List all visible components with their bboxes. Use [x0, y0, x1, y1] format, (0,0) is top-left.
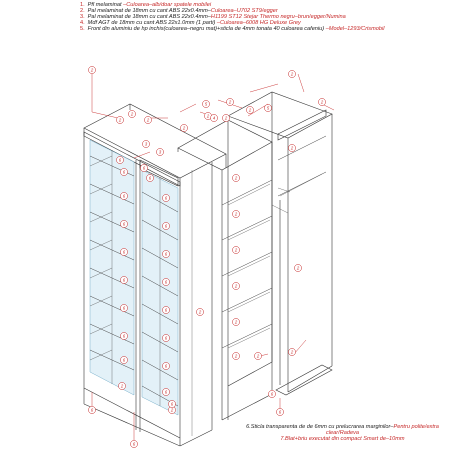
part-marker-label: 2	[228, 99, 232, 105]
note-line: 5. Front din aluminiu de hp inchis(culoarea–negru mat)+sticla de 4mm tonata 40 culoarea cafeniu) –Model–1293/Crismobil	[80, 25, 385, 32]
part-marker	[318, 98, 325, 105]
part-marker	[288, 70, 295, 77]
part-marker-label: 5	[266, 105, 270, 111]
part-marker-label: 6	[278, 409, 282, 415]
part-marker-label: 6	[164, 223, 168, 229]
part-marker	[168, 400, 175, 407]
part-marker-label: 6	[170, 401, 174, 407]
part-marker	[120, 332, 127, 339]
part-marker	[264, 104, 271, 111]
part-marker	[144, 116, 151, 123]
part-marker-label: 2	[256, 353, 260, 359]
note-line: 4. Mdf AGT de 18mm cu cant ABS 22x1.0mm (1 parti) –Culoarea–6008 HG Deluxe Grey	[80, 19, 301, 26]
part-marker-label: 2	[290, 349, 294, 355]
part-marker-label: 6	[164, 279, 168, 285]
part-marker-label: 6	[122, 333, 126, 339]
glass-cabinet	[84, 101, 226, 446]
part-marker	[288, 144, 295, 151]
shelving-top	[178, 120, 272, 170]
part-marker	[120, 276, 127, 283]
part-marker-label: 2	[296, 265, 300, 271]
part-marker-label: 2	[290, 145, 294, 151]
part-marker-label: 6	[122, 193, 126, 199]
part-marker-label: 2	[234, 319, 238, 325]
note-line: 2. Pal melaminat de 18mm cu cant ABS 22x0.4mm–Culoarea–U702 ST9/egger	[80, 7, 278, 14]
part-marker	[196, 308, 203, 315]
part-marker	[180, 124, 187, 131]
part-marker	[162, 388, 169, 395]
part-marker	[120, 304, 127, 311]
part-marker	[232, 352, 239, 359]
part-marker-label: 3	[158, 149, 162, 155]
part-marker	[162, 194, 169, 201]
part-marker-label: 6	[148, 175, 152, 181]
part-marker-label: 2	[234, 283, 238, 289]
part-marker-label: 6	[270, 391, 274, 397]
part-marker-label: 6	[90, 407, 94, 413]
part-marker	[120, 168, 127, 175]
part-marker-label: 6	[122, 221, 126, 227]
part-marker	[118, 382, 125, 389]
part-marker	[142, 140, 149, 147]
part-marker-label: 2	[290, 71, 294, 77]
part-marker-label: 2	[224, 115, 228, 121]
part-marker-label: 5	[204, 101, 208, 107]
part-marker-label: 2	[234, 211, 238, 217]
part-marker	[246, 106, 253, 113]
part-marker-label: 4	[212, 115, 216, 121]
part-marker-label: 6	[122, 249, 126, 255]
part-marker	[120, 248, 127, 255]
part-marker	[254, 352, 261, 359]
part-marker	[232, 210, 239, 217]
part-marker-label: 2	[90, 67, 94, 73]
part-marker	[232, 318, 239, 325]
part-marker-label: 2	[146, 117, 150, 123]
part-marker-label: 6	[164, 307, 168, 313]
part-marker-label: 2	[320, 99, 324, 105]
part-marker	[162, 250, 169, 257]
note-line: 6.Sticla transparenta de de 6mm cu prelucrarea marginilor–Pentru polite/extra clear/Radeva	[246, 424, 439, 436]
part-marker	[128, 110, 135, 117]
part-marker-label: 2	[234, 175, 238, 181]
part-marker-label: 6	[142, 165, 146, 171]
part-marker-label: 3	[144, 141, 148, 147]
part-marker-label: 6	[122, 357, 126, 363]
part-marker-label: 6	[118, 157, 122, 163]
part-marker	[120, 220, 127, 227]
part-marker-label: 2	[248, 107, 252, 113]
part-marker	[222, 114, 229, 121]
part-marker-label: 2	[234, 353, 238, 359]
part-marker	[140, 164, 147, 171]
part-marker	[210, 114, 217, 121]
part-marker-label: 2	[130, 111, 134, 117]
part-marker	[276, 408, 283, 415]
part-marker	[116, 116, 123, 123]
part-marker	[232, 282, 239, 289]
part-marker-label: 2	[182, 125, 186, 131]
part-marker	[162, 334, 169, 341]
right-wardrobe	[228, 92, 332, 420]
part-marker-label: 2	[118, 117, 122, 123]
part-marker	[232, 174, 239, 181]
part-marker-label: 6	[164, 363, 168, 369]
part-marker	[116, 156, 123, 163]
part-marker	[120, 192, 127, 199]
part-marker-label: 6	[132, 441, 136, 447]
part-marker	[162, 362, 169, 369]
part-marker	[146, 174, 153, 181]
part-marker	[288, 348, 295, 355]
part-marker	[88, 406, 95, 413]
part-marker-label: 2	[170, 407, 174, 413]
part-marker-label: 2	[234, 247, 238, 253]
part-marker	[294, 264, 301, 271]
part-marker-label: 6	[164, 335, 168, 341]
part-marker-label: 2	[198, 309, 202, 315]
part-marker-label: 6	[122, 169, 126, 175]
part-marker-label: 6	[122, 277, 126, 283]
part-marker	[226, 98, 233, 105]
part-marker-label: 2	[120, 383, 124, 389]
note-line: 7.Blat+briu executat din compact Smart de–10mm	[280, 436, 405, 442]
part-marker	[156, 148, 163, 155]
part-marker	[268, 390, 275, 397]
part-marker-label: 6	[164, 389, 168, 395]
part-marker	[202, 100, 209, 107]
part-marker	[130, 440, 137, 447]
part-marker-label: 6	[122, 305, 126, 311]
part-marker	[120, 356, 127, 363]
part-marker-label: 2	[206, 113, 210, 119]
top-shelf	[278, 110, 326, 140]
part-marker-label: 6	[164, 251, 168, 257]
part-marker	[162, 306, 169, 313]
note-line: 3. Pal melaminat de 18mm cu cant ABS 22x0.4mm–H1199 ST12 Stejar Thermo negru–brun/egger/Numina	[80, 13, 346, 20]
wardrobe-plinth	[276, 365, 332, 395]
part-marker	[162, 222, 169, 229]
part-marker	[232, 246, 239, 253]
part-marker	[88, 66, 95, 73]
part-marker-label: 6	[164, 195, 168, 201]
part-marker	[162, 278, 169, 285]
note-line: 1. Pfl melaminat –Culoarea–alb/doar spatele mobilei	[80, 2, 212, 8]
